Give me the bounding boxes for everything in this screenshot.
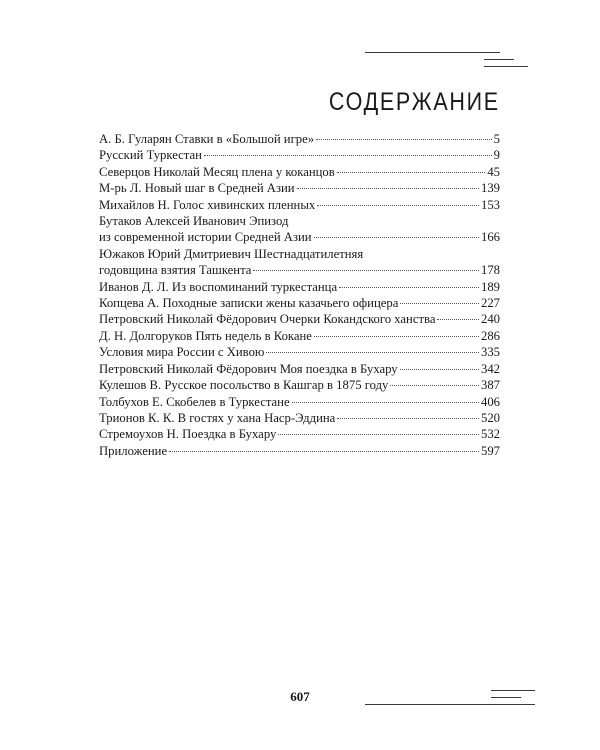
toc-leader-dots — [317, 205, 479, 206]
toc-entry-title: Условия мира России с Хивою — [99, 345, 265, 360]
toc-entry — [99, 361, 500, 377]
toc-leader-dots — [278, 434, 479, 435]
toc-entry-page: 597 — [480, 443, 500, 458]
toc-entry-page: 532 — [480, 427, 500, 442]
toc-entry-page: 227 — [480, 296, 500, 311]
toc-entry-title: Русский Туркестан — [99, 148, 202, 163]
toc-entry-page: 189 — [480, 279, 500, 294]
toc-entry — [99, 311, 500, 327]
toc-entry-page: 387 — [480, 378, 500, 393]
toc-entry-title: Трионов К. К. В гостях у хана Наср-Эддина — [99, 410, 336, 425]
toc-entry — [99, 213, 500, 246]
toc-entry-title: из современной истории Средней Азии — [99, 230, 312, 245]
toc-entry-page: 520 — [480, 410, 500, 425]
toc-entry-title: Иванов Д. Л. Из воспоминаний туркестанца — [99, 279, 338, 294]
toc-entry — [99, 394, 500, 410]
toc-entry — [99, 410, 500, 426]
toc-entry-title: Стремоухов Н. Поездка в Бухару — [99, 427, 277, 442]
toc-entry-title: Северцов Николай Месяц плена у коканцов — [99, 164, 335, 179]
toc-leader-dots — [266, 352, 479, 353]
toc-leader-dots — [253, 270, 479, 271]
toc-entry-page: 342 — [480, 361, 500, 376]
toc-leader-dots — [297, 188, 479, 189]
toc-entry — [99, 344, 500, 360]
toc-leader-dots — [204, 155, 492, 156]
toc-entry-title-line1: Южаков Юрий Дмитриевич Шестнадцатилетняя — [99, 246, 364, 261]
toc-leader-dots — [337, 418, 479, 419]
toc-entry — [99, 279, 500, 295]
toc-entry — [99, 328, 500, 344]
toc-entry — [99, 246, 500, 279]
toc-entry — [99, 443, 500, 459]
toc-entry-title: А. Б. Гуларян Ставки в «Большой игре» — [99, 132, 315, 146]
toc-leader-dots — [169, 451, 479, 452]
toc-entry-page: 5 — [493, 132, 500, 146]
toc-entry-page: 178 — [480, 263, 500, 278]
toc-leader-dots — [339, 287, 479, 288]
toc-entry-title: Приложение — [99, 443, 168, 458]
toc-entry-title: Толбухов Е. Скобелев в Туркестане — [99, 394, 290, 409]
toc-entry-title: Петровский Николай Фёдорович Моя поездка в Бухару — [99, 361, 398, 376]
toc-entry — [99, 426, 500, 442]
toc-leader-dots — [337, 172, 486, 173]
top-rule-short-2 — [484, 66, 528, 67]
toc-entry-page: 139 — [480, 181, 500, 196]
toc-entry — [99, 131, 500, 147]
toc-entry-title: М-рь Л. Новый шаг в Средней Азии — [99, 181, 295, 196]
toc-entry-title: Михайлов Н. Голос хивинских пленных — [99, 197, 316, 212]
toc-entry-page: 153 — [480, 197, 500, 212]
toc-entry — [99, 164, 500, 180]
toc-leader-dots — [292, 402, 479, 403]
toc-entry-title: Копцева А. Походные записки жены казачьего офицера — [99, 296, 399, 311]
toc-entry-title: Кулешов В. Русское посольство в Кашгар в 1875 году — [99, 378, 389, 393]
toc-leader-dots — [390, 385, 479, 386]
toc-entry-page: 406 — [480, 394, 500, 409]
top-rule-short-1 — [484, 59, 514, 60]
toc-entry — [99, 180, 500, 196]
toc-entry — [99, 377, 500, 393]
toc-entry-page: 166 — [480, 230, 500, 245]
toc-entry-page: 335 — [480, 345, 500, 360]
bottom-rule-long — [365, 704, 535, 705]
page-number: 607 — [290, 689, 310, 704]
toc-entry-title: Д. Н. Долгоруков Пять недель в Кокане — [99, 328, 312, 343]
toc-entry-title: Петровский Николай Фёдорович Очерки Кокандского ханства — [99, 312, 436, 327]
top-rule-long — [365, 52, 500, 53]
toc-leader-dots — [314, 336, 479, 337]
toc-entry — [99, 197, 500, 213]
toc-entry-page: 9 — [493, 148, 500, 163]
toc-entry-page: 286 — [480, 328, 500, 343]
toc-entry-title-line1: Бутаков Алексей Иванович Эпизод — [99, 214, 289, 229]
table-of-contents — [99, 131, 500, 459]
page-title: СОДЕРЖАНИЕ — [328, 88, 500, 116]
toc-entry-page: 45 — [487, 164, 500, 179]
toc-entry-page: 240 — [480, 312, 500, 327]
toc-entry — [99, 147, 500, 163]
toc-leader-dots — [437, 319, 478, 320]
toc-entry-title: годовщина взятия Ташкента — [99, 263, 252, 278]
toc-entry — [99, 295, 500, 311]
bottom-rule-short-2 — [491, 697, 521, 698]
toc-leader-dots — [316, 139, 492, 140]
toc-leader-dots — [400, 369, 479, 370]
toc-leader-dots — [314, 237, 479, 238]
toc-leader-dots — [400, 303, 479, 304]
bottom-rule-short-1 — [491, 690, 535, 691]
